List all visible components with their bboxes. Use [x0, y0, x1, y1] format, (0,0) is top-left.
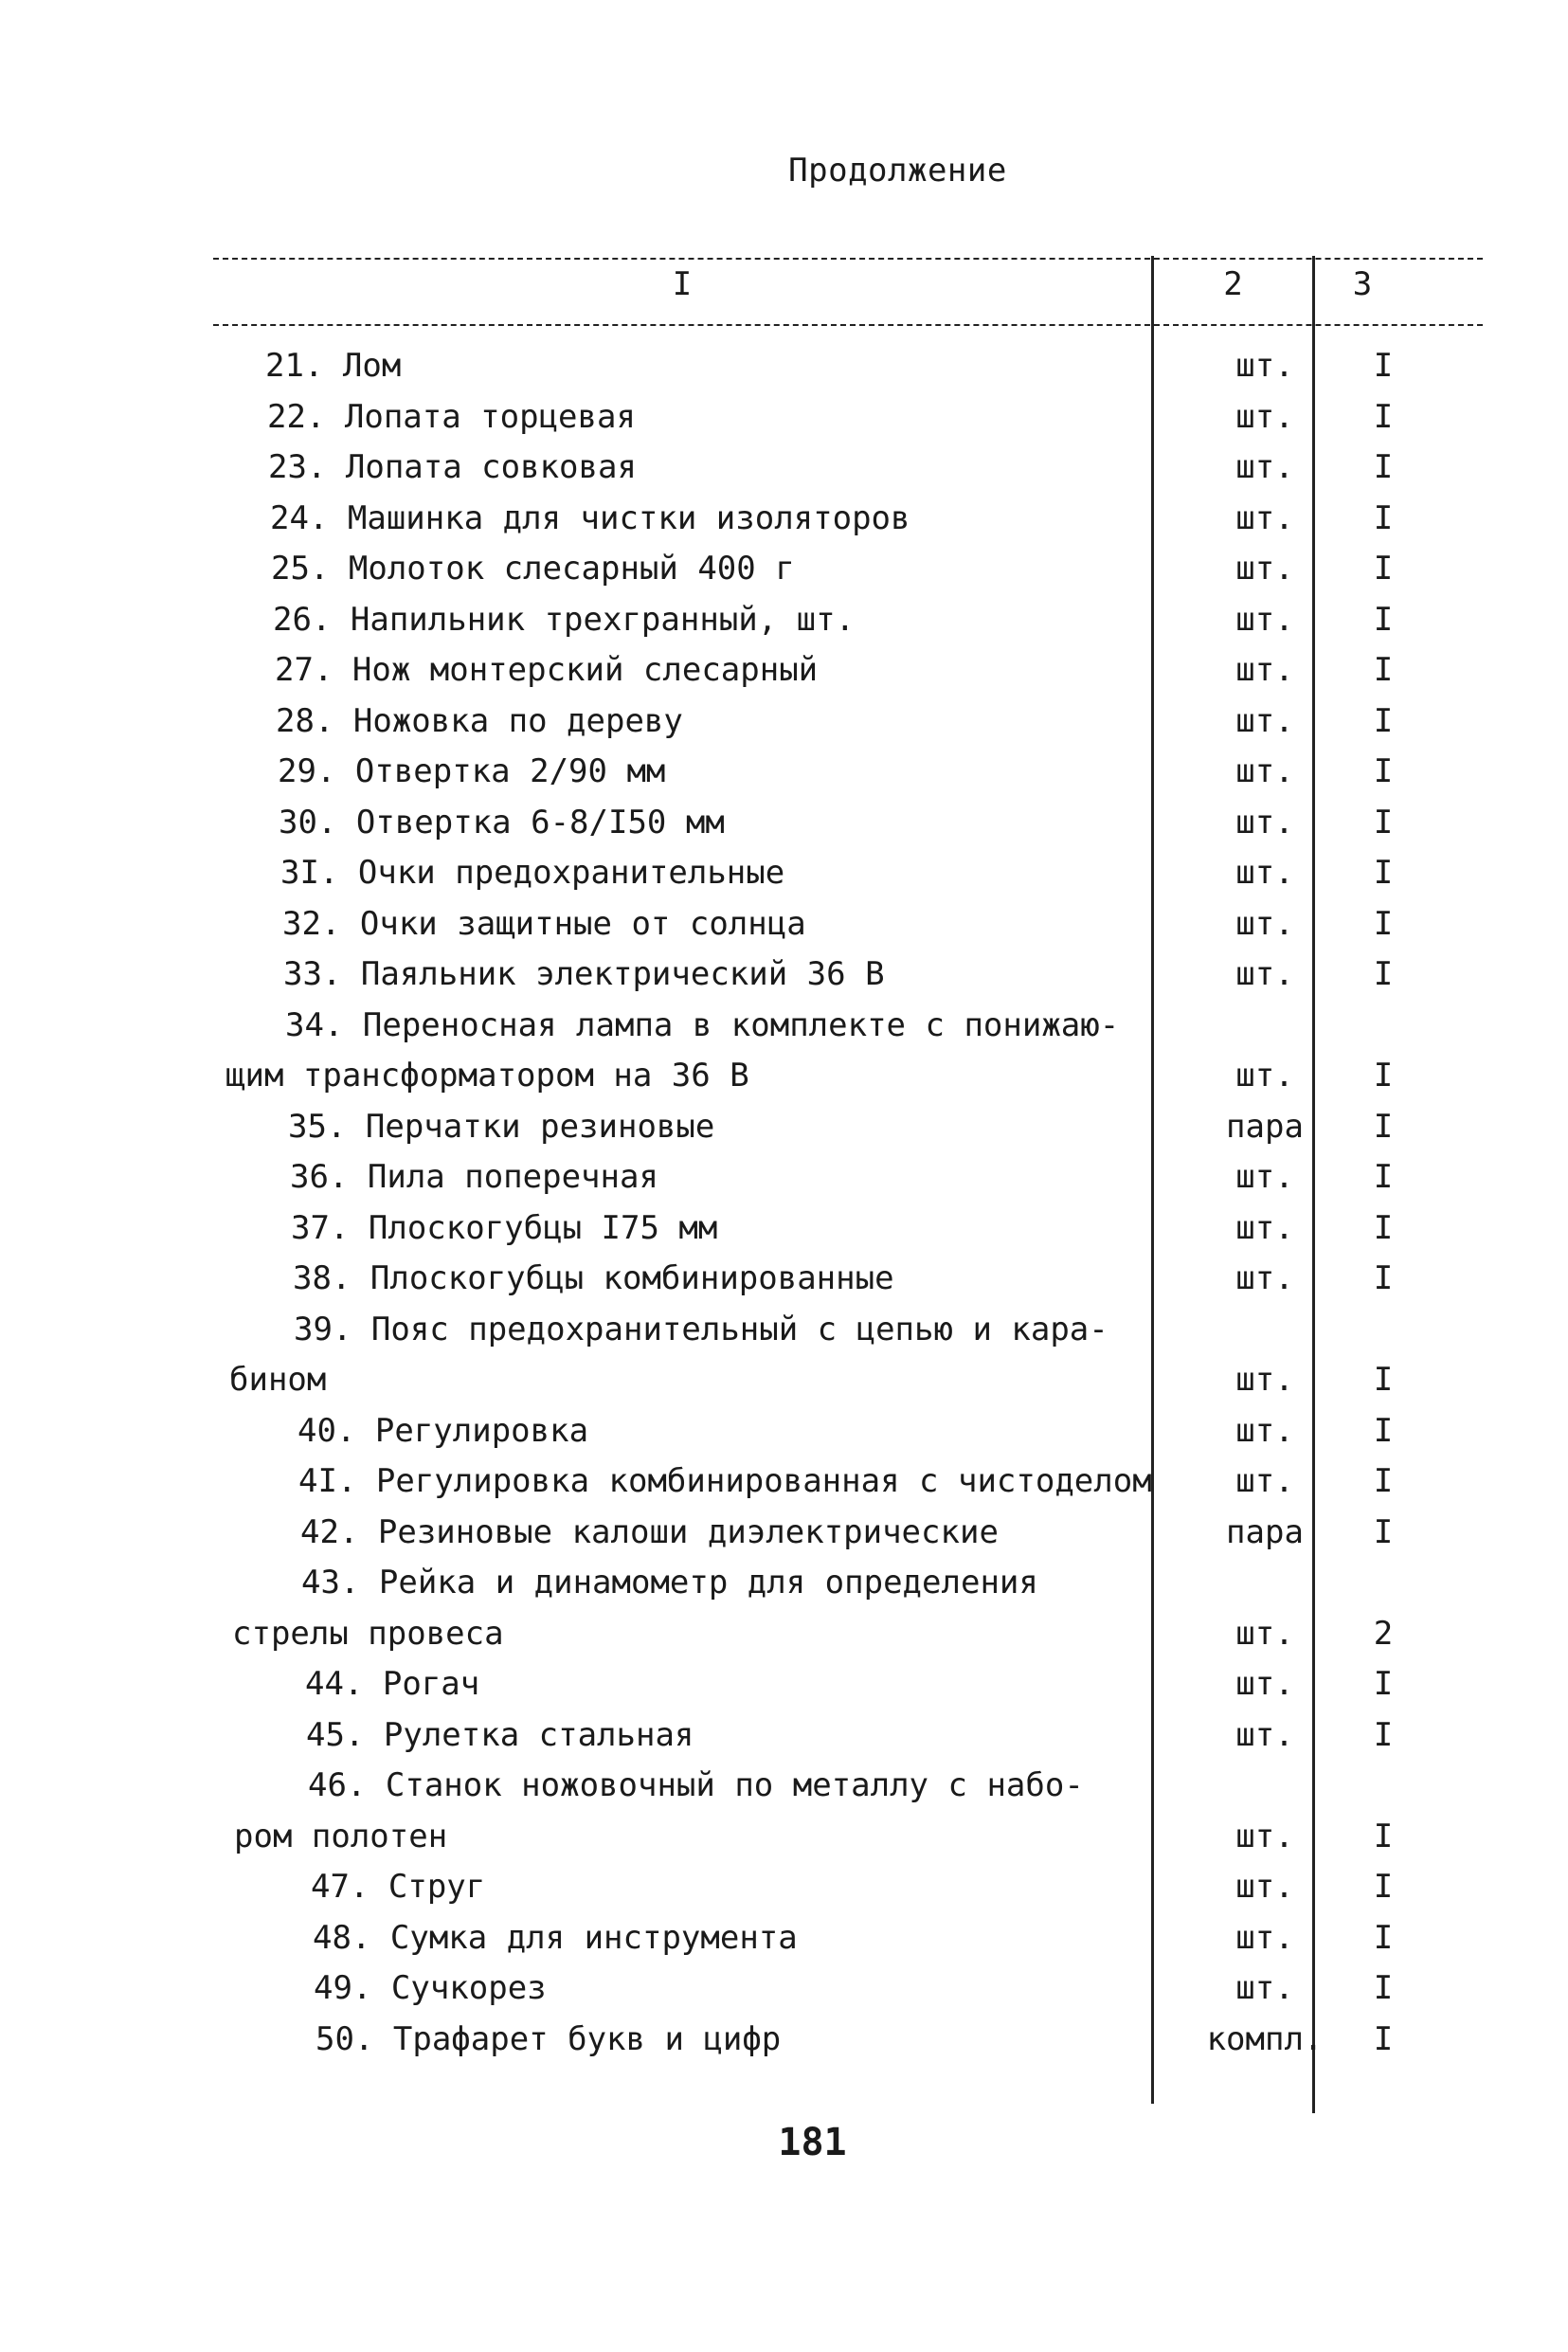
table-row — [208, 1355, 1487, 1406]
item-name: 43. Рейка и динамометр для определения — [301, 1564, 1038, 1601]
table-row — [208, 1001, 1487, 1052]
item-quantity: I — [1373, 347, 1394, 385]
table-row — [208, 2015, 1487, 2066]
item-name: 33. Паяльник электрический 36 В — [283, 955, 885, 993]
table-row — [208, 848, 1487, 899]
item-unit: шт. — [1235, 600, 1294, 639]
item-name: стрелы провеса — [232, 1614, 504, 1653]
table-row — [208, 747, 1487, 798]
item-name: 40. Регулировка — [297, 1411, 589, 1450]
table-row — [208, 1862, 1487, 1913]
page-number: 181 — [778, 2121, 847, 2164]
table-row — [208, 1761, 1487, 1812]
item-name: 32. Очки защитные от солнца — [282, 904, 806, 943]
item-unit: шт. — [1235, 1868, 1294, 1906]
item-quantity: I — [1373, 498, 1394, 537]
item-quantity: 2 — [1373, 1614, 1394, 1653]
item-quantity: I — [1373, 550, 1394, 588]
table-row — [208, 1305, 1487, 1356]
item-name: 22. Лопата торцевая — [267, 397, 636, 436]
table-row — [208, 341, 1487, 392]
item-unit: шт. — [1235, 904, 1294, 943]
item-unit: шт. — [1235, 1057, 1294, 1095]
table-row — [208, 899, 1487, 950]
item-unit: шт. — [1235, 1361, 1294, 1399]
column-header-1: I — [672, 265, 693, 303]
table-body — [208, 341, 1487, 2065]
item-quantity: I — [1373, 1918, 1394, 1957]
table-row — [208, 1203, 1487, 1255]
table-row — [208, 544, 1487, 595]
item-quantity: I — [1373, 1057, 1394, 1095]
table-row — [208, 1609, 1487, 1660]
item-quantity: I — [1373, 904, 1394, 943]
column-header-2: 2 — [1223, 265, 1243, 303]
item-quantity: I — [1373, 600, 1394, 639]
item-quantity: I — [1373, 2019, 1394, 2058]
table-row — [208, 1051, 1487, 1102]
item-unit: шт. — [1235, 1817, 1294, 1855]
item-name: 27. Нож монтерский слесарный — [275, 651, 819, 689]
column-header-3: 3 — [1352, 265, 1373, 303]
item-unit: пара — [1226, 1512, 1304, 1551]
item-unit: шт. — [1235, 550, 1294, 588]
item-name: 50. Трафарет букв и цифр — [315, 2019, 782, 2058]
item-unit: компл. — [1206, 2019, 1324, 2058]
table-row — [208, 392, 1487, 443]
item-unit: шт. — [1235, 1158, 1294, 1196]
item-name: 47. Струг — [311, 1868, 486, 1906]
item-unit: шт. — [1235, 1614, 1294, 1653]
item-name: 24. Машинка для чистки изоляторов — [270, 498, 910, 537]
item-unit: шт. — [1235, 1715, 1294, 1754]
item-name: 42. Резиновые калоши диэлектрические — [300, 1512, 999, 1551]
table-row — [208, 1254, 1487, 1305]
item-unit: шт. — [1235, 651, 1294, 689]
item-quantity: I — [1373, 1512, 1394, 1551]
item-name: 26. Напильник трехгранный, шт. — [273, 600, 856, 639]
item-quantity: I — [1373, 1715, 1394, 1754]
table-row — [208, 1913, 1487, 1964]
table-row — [208, 1558, 1487, 1609]
table-row — [208, 494, 1487, 545]
table-row — [208, 645, 1487, 697]
item-quantity: I — [1373, 448, 1394, 486]
table-row — [208, 697, 1487, 748]
item-quantity: I — [1373, 1665, 1394, 1703]
item-quantity: I — [1373, 1969, 1394, 2007]
item-unit: шт. — [1235, 803, 1294, 841]
item-quantity: I — [1373, 1868, 1394, 1906]
table-row — [208, 1710, 1487, 1762]
item-name: 3I. Очки предохранительные — [280, 854, 785, 892]
item-name: 45. Рулетка стальная — [306, 1715, 694, 1754]
item-unit: шт. — [1235, 854, 1294, 892]
item-unit: шт. — [1235, 1969, 1294, 2007]
item-quantity: I — [1373, 955, 1394, 993]
table-row — [208, 1963, 1487, 2015]
table-row — [208, 950, 1487, 1001]
table-row — [208, 1102, 1487, 1153]
item-quantity: I — [1373, 803, 1394, 841]
item-name: 25. Молоток слесарный 400 г — [271, 550, 795, 588]
item-name: 44. Рогач — [305, 1665, 480, 1703]
item-unit: шт. — [1235, 1411, 1294, 1450]
item-quantity: I — [1373, 701, 1394, 740]
table-row — [208, 1456, 1487, 1508]
table-row — [208, 1406, 1487, 1457]
table-top-rule — [213, 258, 1483, 260]
item-quantity: I — [1373, 397, 1394, 436]
item-unit: пара — [1226, 1107, 1304, 1146]
item-quantity: I — [1373, 854, 1394, 892]
item-name: 37. Плоскогубцы I75 мм — [291, 1208, 718, 1247]
table-row — [208, 1812, 1487, 1863]
item-quantity: I — [1373, 1361, 1394, 1399]
table-row — [208, 443, 1487, 494]
item-name: 21. Лом — [265, 347, 402, 385]
item-name: 46. Станок ножовочный по металлу с набо- — [308, 1766, 1084, 1804]
item-quantity: I — [1373, 1411, 1394, 1450]
item-unit: шт. — [1235, 1665, 1294, 1703]
item-unit: шт. — [1235, 498, 1294, 537]
page-heading: Продолжение — [788, 152, 1007, 190]
item-unit: шт. — [1235, 752, 1294, 790]
item-name: 36. Пила поперечная — [290, 1158, 658, 1196]
item-unit: шт. — [1235, 1462, 1294, 1500]
item-quantity: I — [1373, 651, 1394, 689]
item-quantity: I — [1373, 1259, 1394, 1297]
item-name: 34. Переносная лампа в комплекте с понижаю- — [285, 1005, 1120, 1044]
item-quantity: I — [1373, 1817, 1394, 1855]
item-name: 38. Плоскогубцы комбинированные — [293, 1259, 894, 1297]
item-unit: шт. — [1235, 1918, 1294, 1957]
item-unit: шт. — [1235, 1208, 1294, 1247]
item-unit: шт. — [1235, 448, 1294, 486]
item-unit: шт. — [1235, 955, 1294, 993]
item-name: 30. Отвертка 6-8/I50 мм — [279, 803, 725, 841]
item-name: 29. Отвертка 2/90 мм — [278, 752, 666, 790]
item-unit: шт. — [1235, 1259, 1294, 1297]
item-unit: шт. — [1235, 347, 1294, 385]
item-quantity: I — [1373, 1107, 1394, 1146]
item-name: 35. Перчатки резиновые — [288, 1107, 715, 1146]
item-name: 28. Ножовка по дереву — [276, 701, 683, 740]
item-name: 39. Пояс предохранительный с цепью и кара- — [294, 1310, 1108, 1348]
table-row — [208, 1152, 1487, 1203]
table-header-rule — [213, 324, 1483, 326]
item-quantity: I — [1373, 1208, 1394, 1247]
table-row — [208, 1508, 1487, 1559]
item-quantity: I — [1373, 1158, 1394, 1196]
item-unit: шт. — [1235, 701, 1294, 740]
item-unit: шт. — [1235, 397, 1294, 436]
item-quantity: I — [1373, 752, 1394, 790]
table-row — [208, 595, 1487, 646]
item-name: 48. Сумка для инструмента — [313, 1918, 798, 1957]
item-name: 4I. Регулировка комбинированная с чистоделом — [298, 1462, 1152, 1500]
item-name: бином — [229, 1361, 327, 1399]
item-name: 23. Лопата совковая — [268, 448, 637, 486]
item-quantity: I — [1373, 1462, 1394, 1500]
item-name: 49. Сучкорез — [314, 1969, 547, 2007]
table-row — [208, 798, 1487, 849]
table-row — [208, 1659, 1487, 1710]
item-name: ром полотен — [234, 1817, 448, 1855]
item-name: щим трансформатором на 36 В — [225, 1057, 749, 1095]
